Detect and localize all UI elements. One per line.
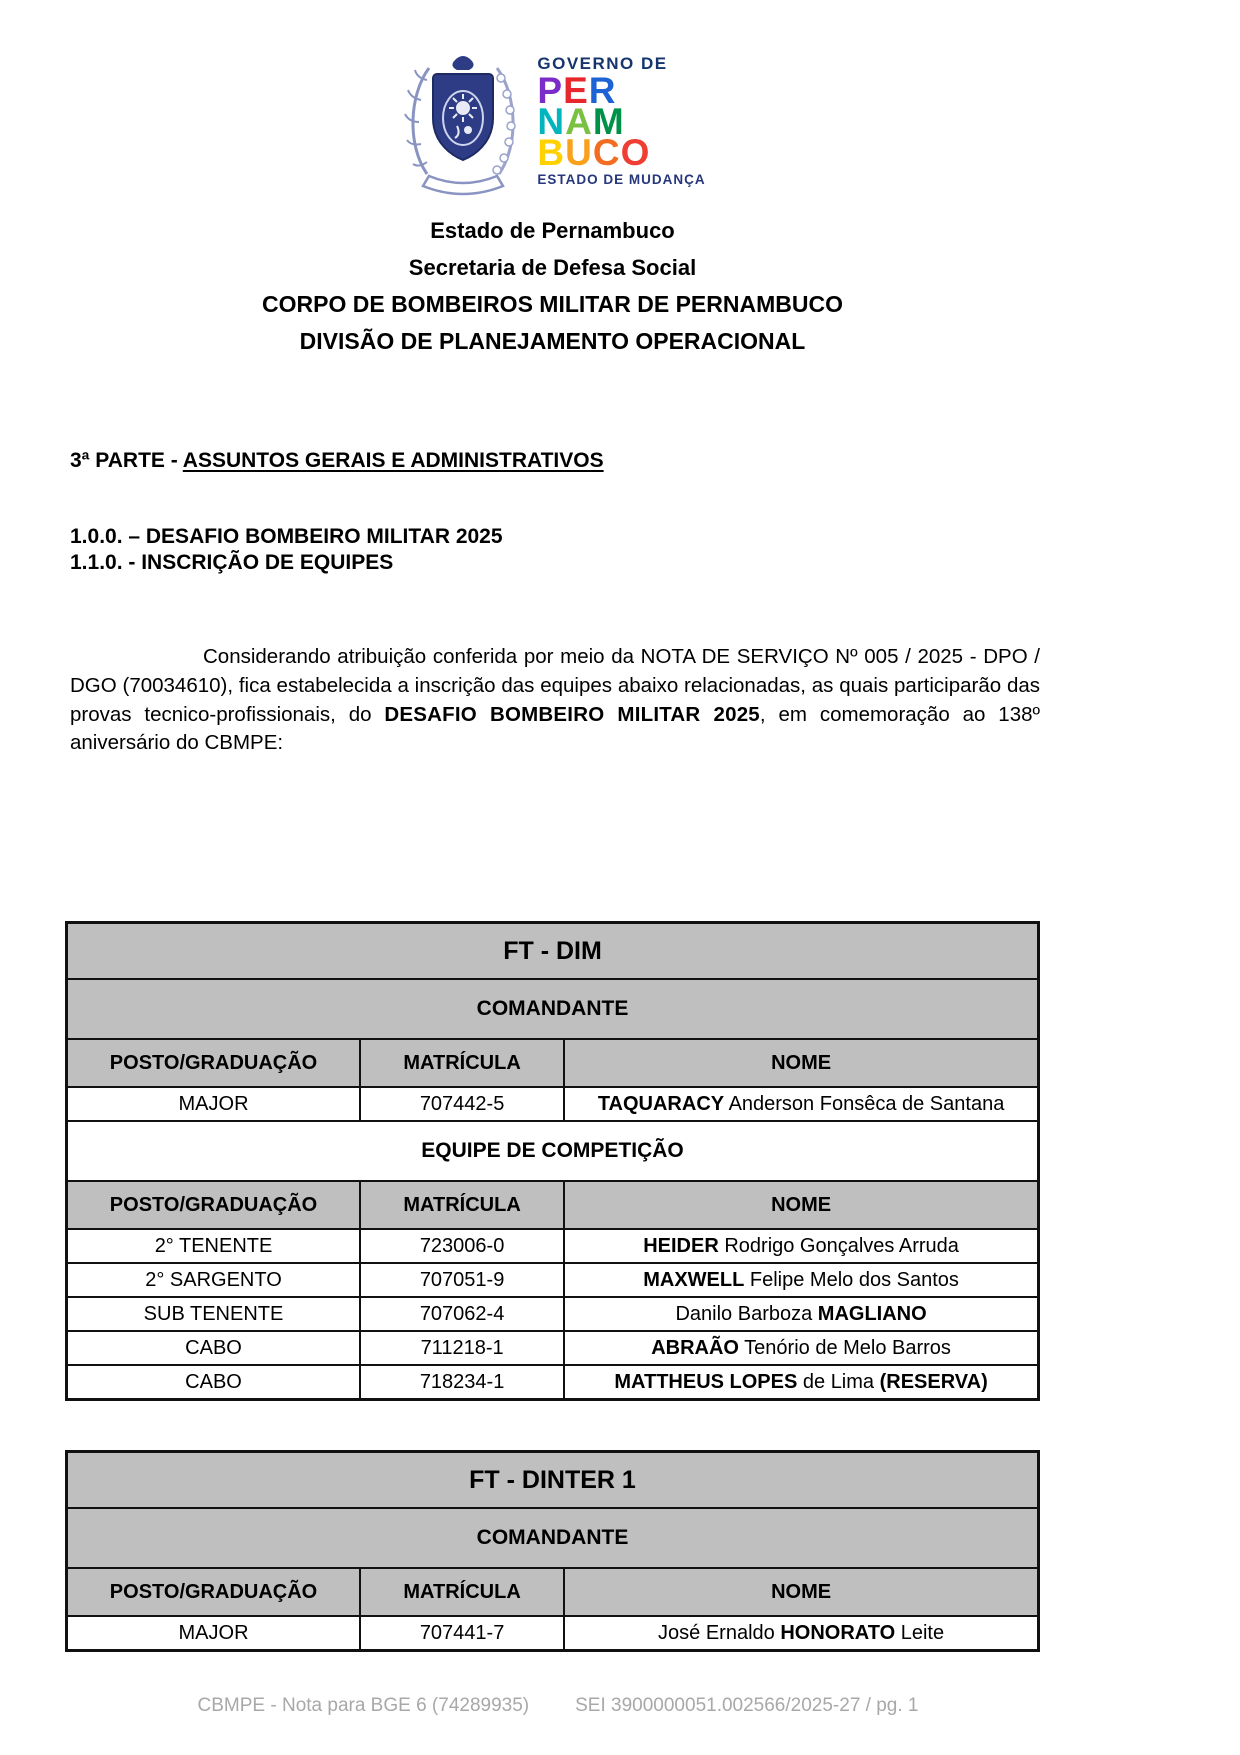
footer-sei-page: SEI 3900000051.002566/2025-27 / pg. 1 bbox=[575, 1695, 919, 1716]
cell-nome bbox=[564, 1263, 1038, 1297]
cell-nome bbox=[564, 1229, 1038, 1263]
name-text: Anderson Fonsêca de Santana bbox=[724, 1092, 1005, 1115]
paragraph-bold-desafio: DESAFIO BOMBEIRO MILITAR 2025 bbox=[384, 702, 760, 726]
paragraph-text-2: , em comemoração ao 138º aniversário do CBMPE: bbox=[70, 702, 1040, 755]
logo-word-row bbox=[537, 132, 651, 173]
table-row bbox=[67, 1229, 1039, 1263]
column-header-posto: POSTO/GRADUAÇÃO bbox=[67, 1039, 361, 1087]
name-emphasis: MATTHEUS LOPES bbox=[614, 1370, 798, 1393]
column-header-posto: POSTO/GRADUAÇÃO bbox=[67, 1181, 361, 1229]
section-label-row bbox=[67, 1121, 1039, 1181]
footer-doc-reference: CBMPE - Nota para BGE 6 (74289935) bbox=[197, 1695, 530, 1716]
page-footer bbox=[0, 1695, 1178, 1717]
table-row bbox=[67, 1087, 1039, 1121]
name-text: Felipe Melo dos Santos bbox=[744, 1268, 959, 1291]
name-emphasis: HEIDER bbox=[643, 1234, 719, 1257]
table-row bbox=[67, 1297, 1039, 1331]
table-title: FT - DIM bbox=[67, 923, 1039, 980]
pernambuco-coat-of-arms-icon bbox=[399, 50, 527, 198]
body-paragraph bbox=[70, 643, 1040, 758]
logo-letter: E bbox=[563, 70, 589, 111]
column-header-row bbox=[67, 1039, 1039, 1087]
column-header-matricula: MATRÍCULA bbox=[360, 1568, 564, 1616]
logo-letter: M bbox=[592, 101, 625, 142]
column-header-row bbox=[67, 1568, 1039, 1616]
cell-matricula: 707442-5 bbox=[360, 1087, 564, 1121]
table-title: FT - DINTER 1 bbox=[67, 1452, 1039, 1509]
name-emphasis: (RESERVA) bbox=[879, 1370, 988, 1393]
name-text: Leite bbox=[895, 1621, 945, 1644]
column-header-matricula: MATRÍCULA bbox=[360, 1039, 564, 1087]
cell-matricula: 723006-0 bbox=[360, 1229, 564, 1263]
logo-tagline: ESTADO DE MUDANÇA bbox=[537, 172, 706, 187]
section-label: EQUIPE DE COMPETIÇÃO bbox=[67, 1121, 1039, 1181]
name-emphasis: TAQUARACY bbox=[597, 1092, 725, 1115]
header-line-secretaria: Secretaria de Defesa Social bbox=[408, 255, 697, 280]
logo-letter: N bbox=[537, 101, 566, 142]
cell-nome bbox=[564, 1087, 1038, 1121]
section-label: COMANDANTE bbox=[67, 979, 1039, 1039]
section-label: COMANDANTE bbox=[67, 1508, 1039, 1568]
logo-letter: U bbox=[565, 132, 593, 173]
name-text: Rodrigo Gonçalves Arruda bbox=[718, 1234, 959, 1257]
logo-letter: A bbox=[565, 101, 593, 142]
table-row bbox=[67, 1365, 1039, 1400]
section-label-row bbox=[67, 1508, 1039, 1568]
numbered-items bbox=[70, 524, 1040, 576]
pernambuco-government-logo bbox=[65, 50, 1040, 200]
roster-table bbox=[65, 1450, 1040, 1652]
logo-letter: O bbox=[620, 132, 651, 173]
name-text: de Lima bbox=[797, 1370, 880, 1393]
header-line-corpo: CORPO DE BOMBEIROS MILITAR DE PERNAMBUCO bbox=[262, 291, 843, 317]
name-emphasis: HONORATO bbox=[780, 1621, 896, 1644]
institution-header bbox=[65, 212, 1040, 360]
name-text: Danilo Barboza bbox=[675, 1302, 818, 1325]
column-header-matricula: MATRÍCULA bbox=[360, 1181, 564, 1229]
cell-matricula: 707441-7 bbox=[360, 1616, 564, 1651]
part-heading bbox=[70, 449, 1040, 473]
table-row bbox=[67, 1263, 1039, 1297]
cell-posto: 2° SARGENTO bbox=[67, 1263, 361, 1297]
part-heading-underlined: ASSUNTOS GERAIS E ADMINISTRATIVOS bbox=[182, 449, 604, 472]
cell-nome bbox=[564, 1616, 1038, 1651]
item-1-0-0: 1.0.0. – DESAFIO BOMBEIRO MILITAR 2025 bbox=[70, 525, 503, 548]
column-header-posto: POSTO/GRADUAÇÃO bbox=[67, 1568, 361, 1616]
name-emphasis: ABRAÃO bbox=[651, 1336, 739, 1359]
name-emphasis: MAGLIANO bbox=[817, 1302, 927, 1325]
cell-posto: CABO bbox=[67, 1331, 361, 1365]
logo-letter: B bbox=[537, 132, 566, 173]
cell-posto: MAJOR bbox=[67, 1616, 361, 1651]
column-header-nome: NOME bbox=[564, 1039, 1038, 1087]
part-heading-prefix: 3ª PARTE - bbox=[70, 449, 183, 472]
cell-nome bbox=[564, 1365, 1038, 1400]
item-1-1-0: 1.1.0. - INSCRIÇÃO DE EQUIPES bbox=[70, 551, 394, 574]
cell-matricula: 718234-1 bbox=[360, 1365, 564, 1400]
cell-posto: SUB TENENTE bbox=[67, 1297, 361, 1331]
roster-table bbox=[65, 921, 1040, 1401]
table-title-row bbox=[67, 1452, 1039, 1509]
column-header-row bbox=[67, 1181, 1039, 1229]
logo-letter: P bbox=[537, 70, 564, 111]
column-header-nome: NOME bbox=[564, 1181, 1038, 1229]
column-header-nome: NOME bbox=[564, 1568, 1038, 1616]
roster-table-wrapper bbox=[65, 921, 1040, 1401]
cell-matricula: 711218-1 bbox=[360, 1331, 564, 1365]
header-line-divisao: DIVISÃO DE PLANEJAMENTO OPERACIONAL bbox=[299, 328, 806, 354]
header-line-state: Estado de Pernambuco bbox=[430, 218, 675, 243]
logo-letter: R bbox=[588, 70, 617, 111]
name-text: Tenório de Melo Barros bbox=[738, 1336, 951, 1359]
section-label-row bbox=[67, 979, 1039, 1039]
cell-nome bbox=[564, 1331, 1038, 1365]
logo-wordmark bbox=[537, 50, 705, 187]
cell-matricula: 707051-9 bbox=[360, 1263, 564, 1297]
logo-letter: C bbox=[592, 132, 621, 173]
table-row bbox=[67, 1616, 1039, 1651]
table-title-row bbox=[67, 923, 1039, 980]
cell-posto: CABO bbox=[67, 1365, 361, 1400]
table-row bbox=[67, 1331, 1039, 1365]
name-emphasis: MAXWELL bbox=[643, 1268, 745, 1291]
paragraph-text-1: Considerando atribuição conferida por meio da NOTA DE SERVIÇO Nº 005 / 2025 - DPO / DGO (70034610), fica estabelecida a inscrição das equipes abaixo relacionadas, as quais participarão das provas tecnico-profissionais, do bbox=[70, 645, 1040, 726]
logo-governo-de-label: GOVERNO DE bbox=[537, 54, 668, 73]
name-text: José Ernaldo bbox=[658, 1621, 781, 1644]
cell-nome bbox=[564, 1297, 1038, 1331]
cell-posto: MAJOR bbox=[67, 1087, 361, 1121]
logo-letter-rows bbox=[537, 70, 651, 173]
cell-matricula: 707062-4 bbox=[360, 1297, 564, 1331]
roster-table-wrapper bbox=[65, 1450, 1040, 1652]
cell-posto: 2° TENENTE bbox=[67, 1229, 361, 1263]
